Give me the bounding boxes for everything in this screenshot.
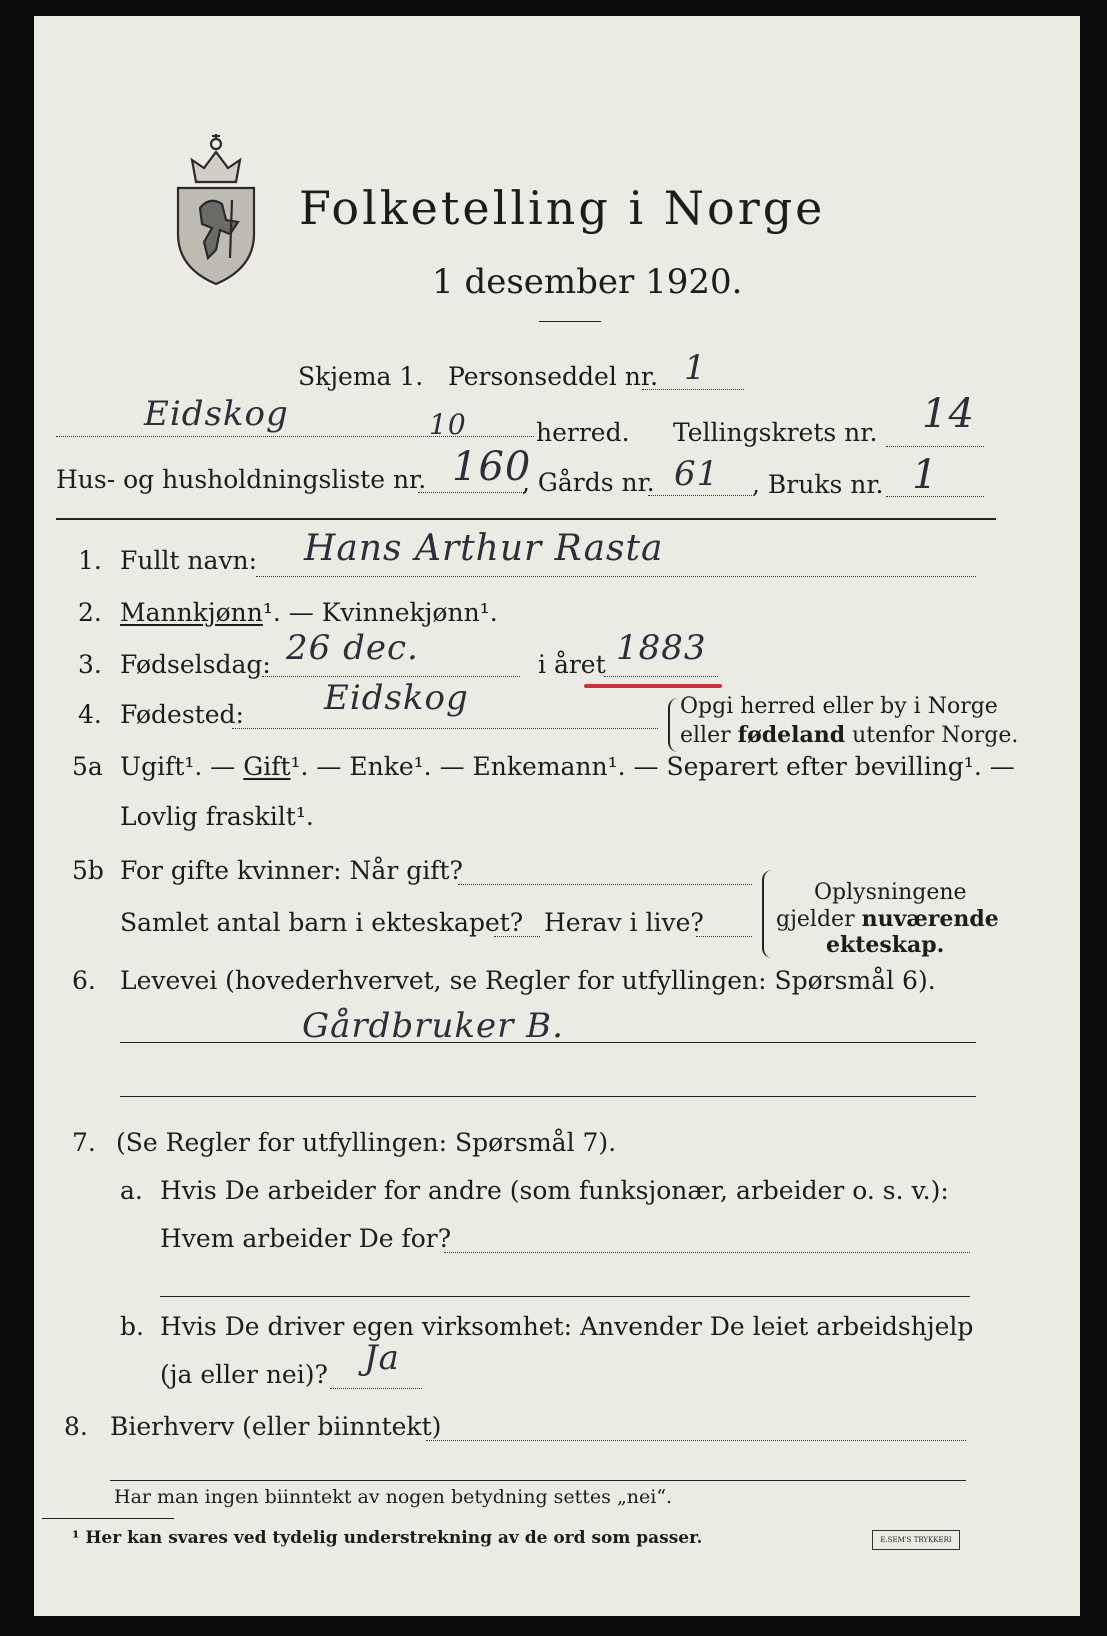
header-separator (56, 518, 996, 520)
q5b-number: 5b (72, 856, 104, 885)
skjema-label: Skjema 1. (298, 362, 424, 391)
hus-label: Hus- og husholdningsliste nr. (56, 465, 427, 494)
q1-number: 1. (78, 546, 102, 575)
q7-number: 7. (72, 1128, 96, 1157)
red-underline-mark (584, 684, 722, 688)
q4-field[interactable] (232, 728, 658, 729)
q5a-options (120, 752, 1015, 781)
footnote: ¹ Her kan svares ved tydelig understrekning av de ord som passer. (72, 1528, 703, 1548)
hus-field[interactable] (418, 492, 526, 493)
q4-label: Fødested: (120, 700, 244, 729)
personseddel-field[interactable] (642, 389, 744, 390)
q3-label: Fødselsdag: (120, 650, 271, 679)
q7a-who-field[interactable] (444, 1252, 970, 1253)
q6-number: 6. (72, 966, 96, 995)
q5a-ugift: Ugift¹. — (120, 752, 244, 781)
q5b-note-line2-b: nuværende (861, 906, 999, 932)
personseddel-label: Personseddel nr. (448, 362, 659, 391)
q3-year-field[interactable] (604, 676, 718, 677)
gards-value: 61 (674, 454, 720, 494)
q5a-number: 5a (72, 752, 103, 781)
q7a-who-label: Hvem arbeider De for? (160, 1224, 452, 1253)
q6-value: Gårdbruker B. (302, 1006, 564, 1046)
q4-value: Eidskog (324, 678, 469, 718)
q6-field-line2[interactable] (120, 1096, 976, 1097)
q5a-rest: ¹. — Enke¹. — Enkemann¹. — Separert efter bevilling¹. — (290, 752, 1015, 781)
herred-value: Eidskog (144, 394, 289, 434)
tellingskrets-field[interactable] (886, 446, 984, 447)
gards-label: , Gårds nr. (522, 468, 655, 497)
form-date: 1 desember 1920. (432, 262, 743, 302)
title-divider (539, 321, 601, 322)
q4-note-line2-b: fødeland (737, 722, 846, 748)
q3-number: 3. (78, 650, 102, 679)
q5b-note-line2-a: gjelder (776, 907, 862, 932)
q5b-note-line1: Oplysningene (814, 880, 967, 905)
q7b-label: Hvis De driver egen virksomhet: Anvender De leiet arbeidshjelp (160, 1312, 974, 1341)
q8-field-line2[interactable] (110, 1480, 966, 1481)
q5b-note-brace (762, 870, 772, 958)
q3-year-label: i året (538, 650, 606, 679)
q3-field[interactable] (262, 676, 520, 677)
q2-options (120, 598, 498, 627)
q7a-label: Hvis De arbeider for andre (som funksjonær, arbeider o. s. v.): (160, 1176, 949, 1205)
q4-note-line1: Opgi herred eller by i Norge (680, 694, 998, 719)
footnote-rule (42, 1518, 174, 1519)
q5b-alive-field[interactable] (696, 936, 752, 937)
herred-label: herred. (536, 418, 630, 447)
q7-label: (Se Regler for utfyllingen: Spørsmål 7). (116, 1128, 617, 1157)
q7a-number: a. (120, 1176, 143, 1205)
q2-rest: ¹. — Kvinnekjønn¹. (262, 598, 498, 627)
q8-label: Bierhverv (eller biinntekt) (110, 1412, 442, 1441)
census-form-page (34, 16, 1080, 1616)
q4-note-line2 (680, 722, 1018, 748)
q8-field[interactable] (426, 1440, 966, 1441)
q5b-label-alive: Herav i live? (544, 908, 704, 937)
bruks-value: 1 (912, 452, 939, 498)
bruks-label: , Bruks nr. (752, 470, 884, 499)
herred-extra-value: 10 (429, 408, 467, 441)
q7b-yesno-field[interactable] (330, 1388, 422, 1389)
hus-value: 160 (452, 444, 532, 490)
q7b-number: b. (120, 1312, 144, 1341)
q3-value: 26 dec. (286, 628, 419, 668)
q5b-children-field[interactable] (494, 936, 540, 937)
q8-number: 8. (64, 1412, 88, 1441)
q7b-yesno-label: (ja eller nei)? (160, 1360, 328, 1389)
personseddel-value: 1 (684, 348, 707, 388)
printer-stamp: E.SEM'S TRYKKERI (872, 1530, 960, 1550)
tellingskrets-label: Tellingskrets nr. (673, 418, 878, 447)
q5a-gift-selected: Gift (243, 752, 291, 781)
tellingskrets-value: 14 (922, 391, 975, 437)
q6-label: Levevei (hovederhvervet, se Regler for utfyllingen: Spørsmål 6). (120, 966, 936, 995)
q2-number: 2. (78, 598, 102, 627)
q5b-note-line3: ekteskap. (826, 932, 945, 958)
q5b-note-line2 (776, 906, 999, 932)
q4-number: 4. (78, 700, 102, 729)
q1-label: Fullt navn: (120, 546, 258, 575)
q5b-when-field[interactable] (458, 884, 752, 885)
q3-year-value: 1883 (616, 628, 707, 668)
q7a-field-line2[interactable] (160, 1296, 970, 1297)
biinntekt-note: Har man ingen biinntekt av nogen betydning settes „nei“. (114, 1486, 673, 1508)
q5b-label-when: For gifte kvinner: Når gift? (120, 856, 463, 885)
norwegian-coat-of-arms-icon (172, 130, 260, 286)
form-title: Folketelling i Norge (299, 181, 826, 235)
q7b-value: Ja (364, 1338, 400, 1378)
gards-field[interactable] (648, 495, 752, 496)
q5b-label-children: Samlet antal barn i ekteskapet? (120, 908, 524, 937)
q2-mannkjonn-selected: Mannkjønn (120, 598, 263, 627)
q1-value: Hans Arthur Rasta (304, 528, 664, 569)
q4-note-line2-a: eller (680, 723, 738, 748)
q4-note-brace (668, 698, 678, 752)
q1-field[interactable] (256, 576, 976, 577)
q4-note-line2-c: utenfor Norge. (845, 723, 1019, 748)
q5a-line2: Lovlig fraskilt¹. (120, 802, 314, 831)
